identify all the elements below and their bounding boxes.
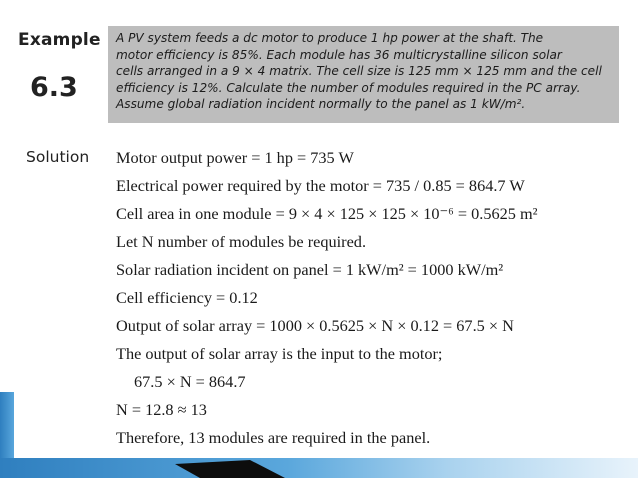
- solution-line-cell-area: Cell area in one module = 9 × 4 × 125 × 125 × 10⁻⁶ = 0.5625 m²: [116, 204, 538, 223]
- solution-line-electrical-power: Electrical power required by the motor = 735 / 0.85 = 864.7 W: [116, 176, 525, 195]
- solution-line-motor-output: Motor output power = 1 hp = 735 W: [116, 148, 354, 167]
- solution-line-modules: Let N number of modules be required.: [116, 232, 367, 251]
- bottom-decorative-bar: [0, 458, 638, 478]
- problem-line: cells arranged in a 9 × 4 matrix. The cell size is 125 mm × 125 mm and the cell: [116, 64, 602, 78]
- problem-statement-box: [108, 26, 619, 123]
- solution-label: Solution: [26, 148, 90, 166]
- solution-line-result: N = 12.8 ≈ 13: [116, 400, 207, 419]
- solution-line-efficiency: Cell efficiency = 0.12: [116, 288, 258, 307]
- problem-line: efficiency is 12%. Calculate the number of modules required in the PC array.: [116, 80, 581, 95]
- problem-line: A PV system feeds a dc motor to produce 1 hp power at the shaft. The: [116, 31, 544, 45]
- solution-line-conclusion: Therefore, 13 modules are required in the panel.: [116, 428, 431, 447]
- solution-line-input-statement: The output of solar array is the input to the motor;: [116, 344, 443, 363]
- example-label: Example: [18, 30, 101, 50]
- problem-line: motor efficiency is 85%. Each module has 36 multicrystalline silicon solar: [116, 47, 562, 62]
- solution-line-radiation: Solar radiation incident on panel = 1 kW/m² = 1000 kW/m²: [116, 260, 504, 279]
- example-number: 6.3: [30, 72, 78, 103]
- solution-line-equation: 67.5 × N = 864.7: [134, 372, 246, 391]
- problem-line: Assume global radiation incident normally to the panel as 1 kW/m².: [116, 97, 526, 111]
- solution-line-array-output: Output of solar array = 1000 × 0.5625 × N × 0.12 = 67.5 × N: [116, 316, 514, 335]
